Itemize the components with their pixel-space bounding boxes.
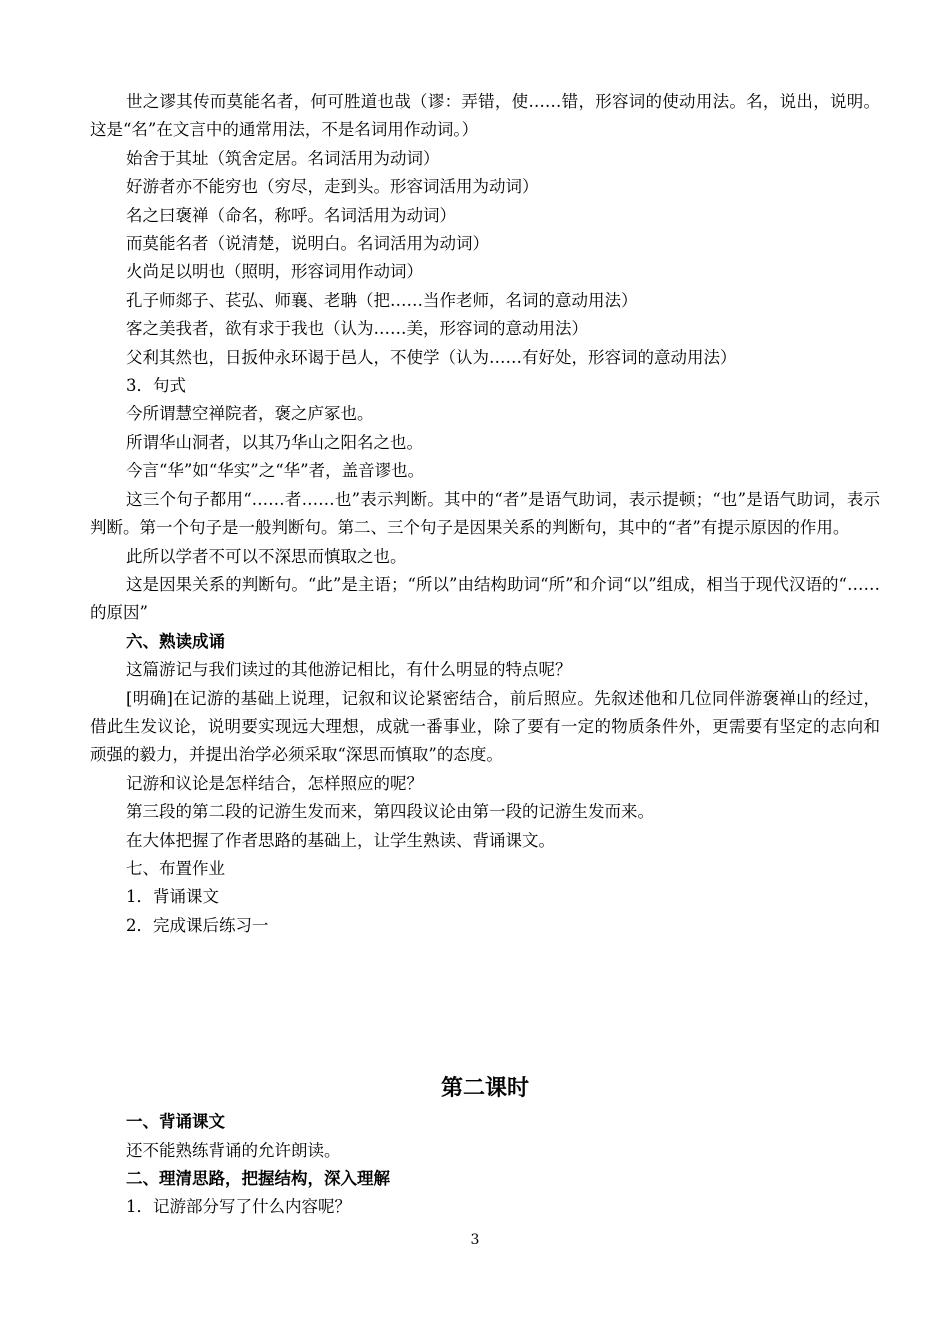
paragraph: 父利其然也，日扳仲永环谒于邑人，不使学（认为……有好处，形容词的意动用法） <box>126 347 737 367</box>
section-gap <box>90 940 880 1068</box>
paragraph: [明确]在记游的基础上说理，记叙和议论紧密结合，前后照应。先叙述他和几位同伴游褒禅山的经过，借此生发议论，说明要实现远大理想，成就一番事业，除了要有一定的物质条件外，更需要有坚定的志向和顽强的毅力，并提出治学必须采取“深思而慎取”的态度。 <box>90 688 880 765</box>
paragraph: 还不能熟练背诵的允许朗读。 <box>126 1140 341 1160</box>
paragraph: 所谓华山洞者，以其乃华山之阳名之也。 <box>126 432 423 452</box>
paragraph: 1．记游部分写了什么内容呢？ <box>126 1197 351 1217</box>
paragraph: 1．背诵课文 <box>126 887 219 907</box>
paragraph: 火尚足以明也（照明，形容词用作动词） <box>126 262 423 282</box>
page-number: 3 <box>470 1232 480 1248</box>
paragraph: 此所以学者不可以不深思而慎取之也。 <box>126 546 407 566</box>
paragraph: 这三个句子都用“……者……也”表示判断。其中的“者”是语气助词，表示提顿；“也”是语气助词，表示判断。第一个句子是一般判断句。第二、三个句子是因果关系的判断句，其中的“者”有提示原因的作用。 <box>90 489 880 538</box>
paragraph: 记游和议论是怎样结合，怎样照应的呢？ <box>126 773 423 793</box>
section-subheading: 六、熟读成诵 <box>126 631 225 651</box>
paragraph: 这是因果关系的判断句。“此”是主语；“所以”由结构助词“所”和介词“以”组成，相当于现代汉语的“……的原因” <box>90 574 880 623</box>
paragraph: 七、布置作业 <box>126 858 225 878</box>
paragraph: 这篇游记与我们读过的其他游记相比，有什么明显的特点呢？ <box>126 660 572 680</box>
paragraph: 第三段的第二段的记游生发而来，第四段议论由第一段的记游生发而来。 <box>126 802 654 822</box>
paragraph: 名之曰褒禅（命名，称呼。名词活用为动词） <box>126 205 456 225</box>
paragraph: 3．句式 <box>126 376 186 396</box>
paragraph: 世之谬其传而莫能名者，何可胜道也哉（谬：弄错，使……错，形容词的使动用法。名，说出，说明。这是“名”在文言中的通常用法，不是名词用作动词。） <box>90 92 880 140</box>
paragraph: 今所谓慧空禅院者，褒之庐冢也。 <box>126 404 374 424</box>
section-subheading: 二、理清思路，把握结构，深入理解 <box>126 1169 390 1188</box>
section-subheading: 一、背诵课文 <box>126 1112 225 1132</box>
paragraph: 而莫能名者（说清楚，说明白。名词活用为动词） <box>126 234 489 254</box>
paragraph: 孔子师郯子、苌弘、师襄、老聃（把……当作老师，名词的意动用法） <box>126 290 638 310</box>
body-text <box>90 88 880 1222</box>
text-block-bottom <box>90 1108 880 1222</box>
text-block-top <box>90 88 880 940</box>
paragraph: 好游者亦不能穷也（穷尽，走到头。形容词活用为动词） <box>126 177 539 197</box>
paragraph: 始舍于其址（筑舍定居。名词活用为动词） <box>126 148 440 168</box>
paragraph: 在大体把握了作者思路的基础上，让学生熟读、背诵课文。 <box>126 830 555 850</box>
paragraph: 今言“华”如“华实”之“华”者，盖音谬也。 <box>126 461 425 481</box>
paragraph: 2．完成课后练习一 <box>126 915 269 935</box>
paragraph: 客之美我者，欲有求于我也（认为……美，形容词的意动用法） <box>126 319 588 339</box>
section-heading: 第二课时 <box>440 1075 529 1102</box>
